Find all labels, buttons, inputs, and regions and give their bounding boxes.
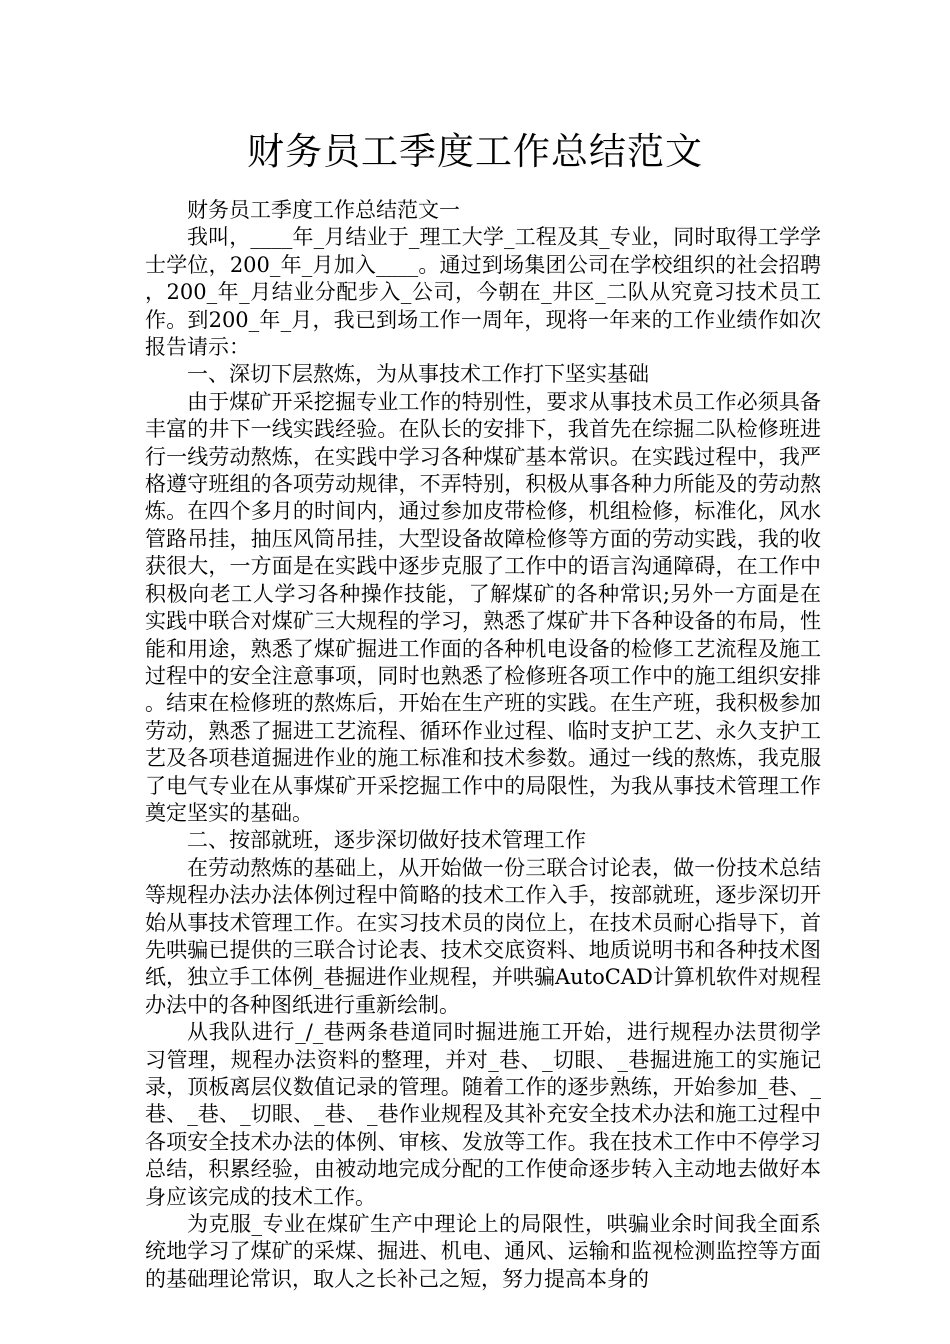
body-paragraph: 由于煤矿开采挖掘专业工作的特别性，要求从事技术员工作必须具备丰富的井下一线实践经验。在队长的安排下，我首先在综掘二队检修班进行一线劳动熬炼，在实践中学习各种煤矿基本常识。在实践过程中，我严格遵守班组的各项劳动规律，不弄特别，积极从事各种力所能及的劳动熬炼。在四个多月的时间内，通过参加皮带检修，机组检修，标准化，风水管路吊挂，抽压风筒吊挂，大型设备故障检修等方面的劳动实践，我的收获很大，一方面是在实践中逐步克服了工作中的语言沟通障碍，在工作中积极向老工人学习各种操作技能，了解煤矿的各种常识;另外一方面是在实践中联合对煤矿三大规程的学习，熟悉了煤矿井下各种设备的布局，性能和用途，熟悉了煤矿掘进工作面的各种机电设备的检修工艺流程及施工过程中的安全注意事项，同时也熟悉了检修班各项工作中的施工组织安排。结束在检修班的熬炼后，开始在生产班的实践。在生产班，我积极参加劳动，熟悉了掘进工艺流程、循环作业过程、临时支护工艺、永久支护工艺及各项巷道掘进作业的施工标准和技术参数。通过一线的熬炼，我克服了电气专业在从事煤矿开采挖掘工作中的局限性，为我从事技术管理工作奠定坚实的基础。 — [145, 389, 821, 825]
document-title: 财务员工季度工作总结范文 — [247, 130, 703, 173]
body-paragraph: 我叫，____年_月结业于_理工大学_工程及其_专业，同时取得工学学士学位，200_年_月加入____。通过到场集团公司在学校组织的社会招聘，200_年_月结业分配步入_公司，今朝在_井区_二队从究竟习技术员工作。到200_年_月，我已到场工作一周年，现将一年来的工作业绩作如次报告请示： — [145, 225, 821, 360]
section-heading: 二、按部就班，逐步深切做好技术管理工作 — [187, 828, 586, 853]
body-paragraph: 在劳动熬炼的基础上，从开始做一份三联合讨论表，做一份技术总结等规程办法办法体例过程中简略的技术工作入手，按部就班，逐步深切开始从事技术管理工作。在实习技术员的岗位上，在技术员耐心指导下，首先哄骗已提供的三联合讨论表、技术交底资料、地质说明书和各种技术图纸，独立手工体例_巷掘进作业规程，并哄骗AutoCAD计算机软件对规程办法中的各种图纸进行重新绘制。 — [145, 855, 821, 1017]
section-heading: 一、深切下层熬炼，为从事技术工作打下坚实基础 — [187, 362, 649, 387]
body-paragraph: 从我队进行_/_巷两条巷道同时掘进施工开始，进行规程办法贯彻学习管理，规程办法资料的整理，并对_巷、_切眼、_巷掘进施工的实施记录，顶板离层仪数值记录的管理。随着工作的逐步熟练，开始参加_巷、_巷、_巷、_切眼、_巷、_巷作业规程及其补充安全技术办法和施工过程中各项安全技术办法的体例、审核、发放等工作。我在技术工作中不停学习总结，积累经验，由被动地完成分配的工作使命逐步转入主动地去做好本身应该完成的技术工作。 — [145, 1020, 821, 1209]
document-subtitle: 财务员工季度工作总结范文一 — [187, 198, 460, 222]
document-body — [145, 197, 821, 1293]
body-paragraph: 为克服_专业在煤矿生产中理论上的局限性，哄骗业余时间我全面系统地学习了煤矿的采煤、掘进、机电、通风、运输和监视检测监控等方面的基础理论常识，取人之长补己之短，努力提高本身的 — [145, 1212, 821, 1291]
